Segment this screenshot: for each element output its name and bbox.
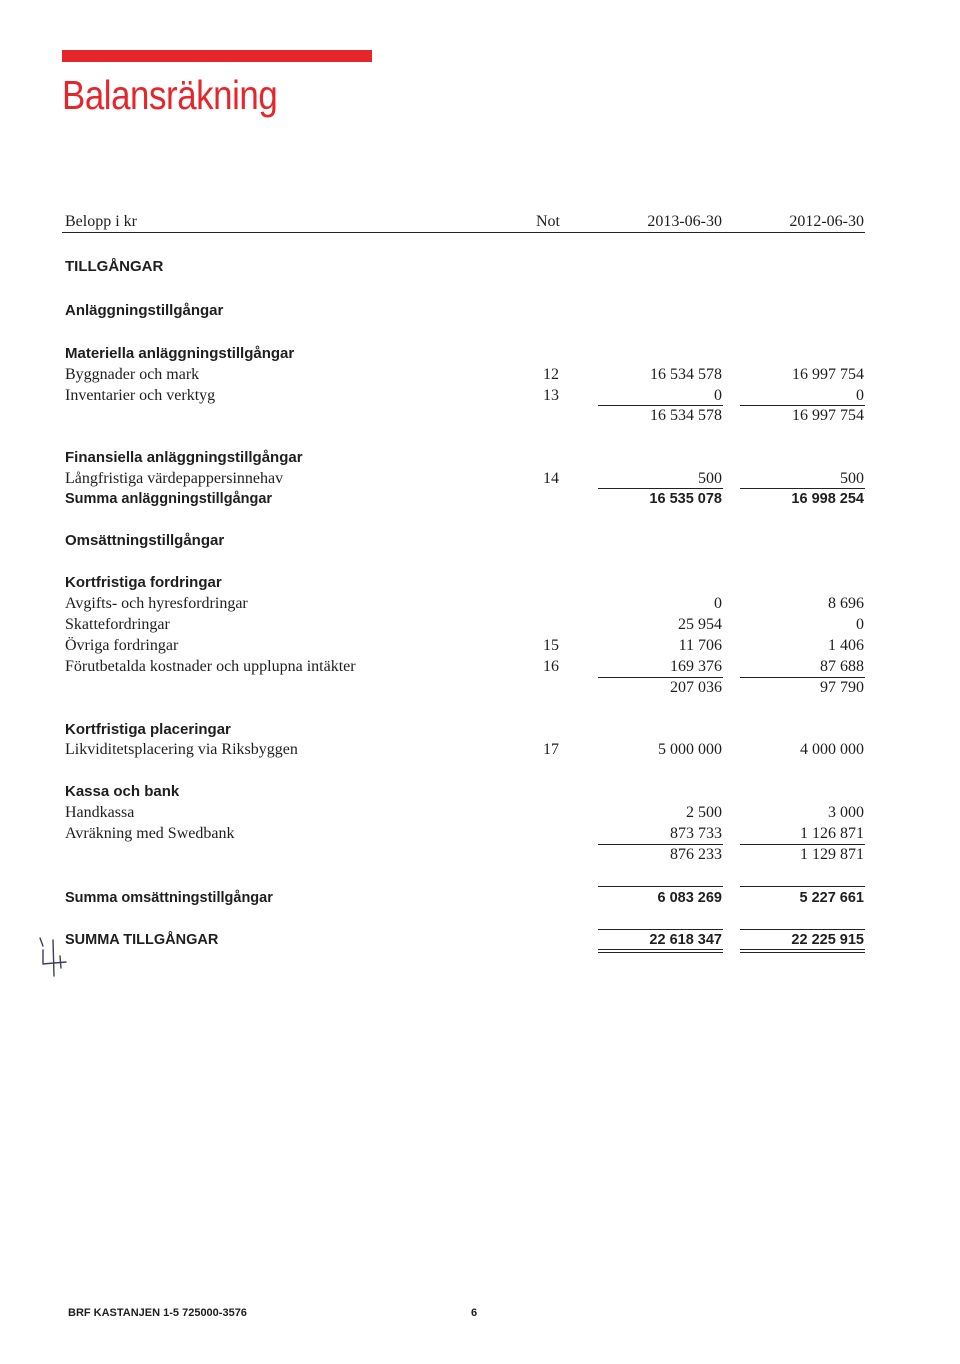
row-note: 14 [543, 470, 559, 487]
row-value-previous: 87 688 [820, 658, 864, 675]
row-note: 17 [543, 741, 559, 758]
subsection-heading: Materiella anläggningstillgångar [65, 345, 295, 362]
subsection-heading: Finansiella anläggningstillgångar [65, 449, 303, 466]
subtotal-current: 16 534 578 [650, 407, 722, 424]
note-column-header: Not [536, 213, 560, 230]
subsection-heading-receivables [0, 573, 960, 593]
row-label: Handkassa [65, 804, 135, 821]
section-heading: Omsättningstillgångar [65, 532, 225, 549]
total-label: Summa omsättningstillgångar [65, 890, 273, 906]
row-note: 15 [543, 637, 559, 654]
row-value-previous: 1 406 [828, 637, 864, 654]
period-current-header: 2013-06-30 [647, 213, 722, 230]
row-label: Byggnader och mark [65, 366, 200, 383]
row-label: Långfristiga värdepappersinnehav [65, 470, 284, 487]
section-heading-current-assets [0, 531, 960, 551]
page-title: Balansräkning [62, 72, 278, 118]
subsection-heading-investments [0, 720, 960, 740]
grand-total-current: 22 618 347 [649, 932, 722, 948]
subtotal-row [0, 845, 960, 865]
total-current: 6 083 269 [657, 890, 722, 906]
row-value-current: 0 [714, 387, 722, 404]
section-heading-assets [0, 257, 960, 277]
subsection-heading: Kortfristiga fordringar [65, 574, 222, 591]
column-header [0, 212, 960, 232]
row-value-previous: 0 [856, 387, 864, 404]
row-value-previous: 8 696 [828, 595, 864, 612]
grand-total-label: SUMMA TILLGÅNGAR [65, 932, 219, 948]
row-value-current: 11 706 [678, 637, 722, 654]
table-row [0, 740, 960, 760]
row-note: 12 [543, 366, 559, 383]
total-previous: 16 998 254 [791, 491, 864, 507]
footer-organization: BRF KASTANJEN 1-5 725000-3576 [68, 1307, 247, 1319]
grand-total-previous: 22 225 915 [791, 932, 864, 948]
table-row [0, 365, 960, 385]
total-label: Summa anläggningstillgångar [65, 491, 273, 507]
subsection-heading-tangible [0, 344, 960, 364]
total-row-fixed-assets [0, 489, 960, 509]
table-row [0, 824, 960, 844]
table-row [0, 636, 960, 656]
row-value-previous: 500 [840, 470, 864, 487]
row-note: 16 [543, 658, 559, 675]
table-row [0, 615, 960, 635]
row-label: Skattefordringar [65, 616, 170, 633]
subtotal-previous: 1 129 871 [800, 846, 864, 863]
row-value-current: 2 500 [686, 804, 722, 821]
table-row [0, 386, 960, 406]
total-current: 16 535 078 [649, 491, 722, 507]
row-label: Likviditetsplacering via Riksbyggen [65, 741, 298, 758]
subsection-heading: Kortfristiga placeringar [65, 721, 231, 738]
subtotal-current: 207 036 [670, 679, 722, 696]
period-previous-header: 2012-06-30 [789, 213, 864, 230]
row-value-current: 873 733 [670, 825, 722, 842]
total-rule [740, 886, 865, 887]
row-value-current: 500 [698, 470, 722, 487]
total-previous: 5 227 661 [799, 890, 864, 906]
row-value-previous: 4 000 000 [800, 741, 864, 758]
row-label: Förutbetalda kostnader och upplupna intäkter [65, 658, 356, 675]
section-heading: TILLGÅNGAR [65, 258, 164, 275]
table-row [0, 469, 960, 489]
row-label: Inventarier och verktyg [65, 387, 216, 404]
total-row-current-assets [0, 888, 960, 908]
table-row [0, 594, 960, 614]
row-value-previous: 1 126 871 [800, 825, 864, 842]
row-value-previous: 16 997 754 [792, 366, 864, 383]
section-heading-fixed-assets [0, 301, 960, 321]
row-value-previous: 3 000 [828, 804, 864, 821]
grand-total-double-rule [598, 949, 723, 953]
footer-page-number: 6 [471, 1307, 478, 1319]
row-value-current: 0 [714, 595, 722, 612]
subtotal-previous: 16 997 754 [792, 407, 864, 424]
row-label: Avräkning med Swedbank [65, 825, 235, 842]
subsection-heading: Kassa och bank [65, 783, 180, 800]
total-rule [598, 886, 723, 887]
row-note: 13 [543, 387, 559, 404]
handwritten-initial-mark [34, 934, 78, 980]
subsection-heading-financial [0, 448, 960, 468]
table-row [0, 803, 960, 823]
grand-total-double-rule [740, 949, 865, 953]
subtotal-row [0, 678, 960, 698]
subtotal-row [0, 406, 960, 426]
amount-label: Belopp i kr [65, 213, 137, 230]
row-value-previous: 0 [856, 616, 864, 633]
row-label: Övriga fordringar [65, 637, 179, 654]
row-value-current: 25 954 [678, 616, 722, 633]
subtotal-current: 876 233 [670, 846, 722, 863]
row-value-current: 16 534 578 [650, 366, 722, 383]
table-row [0, 657, 960, 677]
title-accent-bar [62, 50, 372, 62]
row-value-current: 5 000 000 [658, 741, 722, 758]
row-label: Avgifts- och hyresfordringar [65, 595, 248, 612]
subtotal-previous: 97 790 [820, 679, 864, 696]
header-rule [62, 232, 865, 233]
row-value-current: 169 376 [670, 658, 722, 675]
section-heading: Anläggningstillgångar [65, 302, 224, 319]
grand-total-row [0, 930, 960, 950]
subsection-heading-cash [0, 782, 960, 802]
